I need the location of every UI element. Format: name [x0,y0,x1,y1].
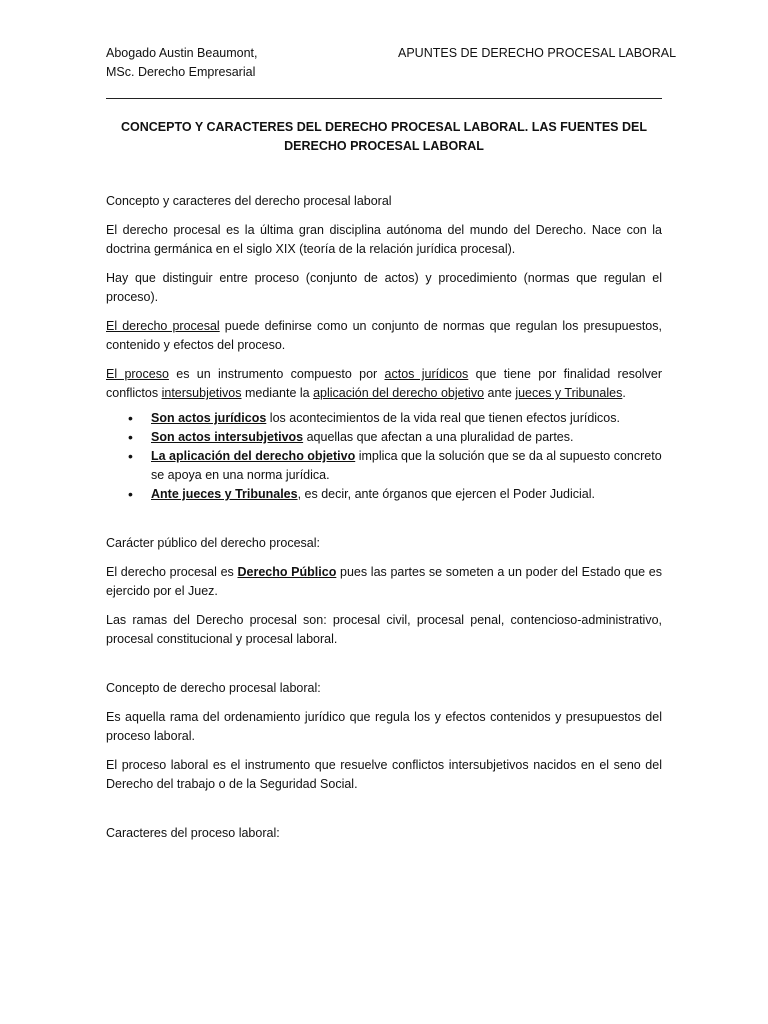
section-heading-caracter-publico: Carácter público del derecho procesal: [106,536,321,550]
paragraph: Las ramas del Derecho procesal son: procesal civil, procesal penal, contencioso-administrativo, procesal constitucional y procesal laboral. [106,613,662,646]
underlined-term: El proceso [106,367,169,381]
author-block [106,44,356,82]
bold-term: Ante jueces y Tribunales [151,487,298,501]
list-item-text: , es decir, ante órganos que ejercen el Poder Judicial. [297,487,595,501]
paragraph [106,563,662,601]
section-heading-concepto: Concepto y caracteres del derecho procesal laboral [106,194,392,208]
bold-term: Son actos jurídicos [151,411,267,425]
bold-term: Son actos intersubjetivos [151,430,304,444]
document-running-title: APUNTES DE DERECHO PROCESAL LABORAL [398,46,677,60]
paragraph-text: es un instrumento compuesto por [168,367,385,381]
section-heading-caracteres: Caracteres del proceso laboral: [106,826,280,840]
paragraph [106,365,662,403]
paragraph-text: puede definirse como un conjunto de normas que regulan los presupuestos, contenido y efectos del proceso. [106,319,662,352]
underlined-term: intersubjetivos [161,386,242,400]
paragraph: El proceso laboral es el instrumento que resuelve conflictos intersubjetivos nacidos en el seno del Derecho del trabajo o de la Seguridad Social. [106,758,662,791]
list-item-text: implica que la solución que se da al supuesto concreto se apoya en una norma jurídica. [151,449,662,482]
page-title: CONCEPTO Y CARACTERES DEL DERECHO PROCESAL LABORAL. LAS FUENTES DEL DERECHO PROCESAL LABORAL [121,120,647,153]
list-item-text: aquellas que afectan a una pluralidad de partes. [303,430,574,444]
underlined-term: aplicación del derecho objetivo [313,386,485,400]
list-item [106,428,662,447]
paragraph [106,317,662,355]
list-item [106,485,662,504]
paragraph: El derecho procesal es la última gran disciplina autónoma del mundo del Derecho. Nace con la doctrina germánica en el siglo XIX (teoría de la relación jurídica procesal). [106,223,662,256]
section-heading-concepto-laboral: Concepto de derecho procesal laboral: [106,681,321,695]
bullet-icon: • [128,486,133,502]
underlined-term: actos jurídicos [384,367,469,381]
page-header [106,44,677,84]
paragraph: Es aquella rama del ordenamiento jurídico que regula los y efectos contenidos y presupuestos del proceso laboral. [106,710,662,743]
bullet-icon: • [128,410,133,426]
author-degree: MSc. Derecho Empresarial [106,65,256,79]
underlined-term: Derecho Público [237,565,337,579]
list-item [106,447,662,485]
paragraph-text: El derecho procesal es [106,565,238,579]
document-body [106,192,662,843]
list-item [106,409,662,428]
underlined-term: jueces y Tribunales [515,386,623,400]
bold-term: La aplicación del derecho objetivo [151,449,356,463]
paragraph-text: pues las partes se someten a un poder del Estado que es ejercido por el Juez. [106,565,662,598]
author-name: Abogado Austin Beaumont, [106,46,258,60]
bullet-list [106,409,662,504]
underlined-term: El derecho procesal [106,319,220,333]
list-item-text: los acontecimientos de la vida real que tienen efectos jurídicos. [266,411,620,425]
paragraph-text: mediante la [241,386,314,400]
paragraph-text: que tiene por finalidad resolver conflictos [106,367,662,400]
paragraph-text: ante [484,386,516,400]
bullet-icon: • [128,429,133,445]
document-page [106,44,677,840]
bullet-icon: • [128,448,133,464]
header-divider [106,98,662,99]
paragraph-text: . [622,386,626,400]
paragraph: Hay que distinguir entre proceso (conjunto de actos) y procedimiento (normas que regulan el proceso). [106,271,662,304]
